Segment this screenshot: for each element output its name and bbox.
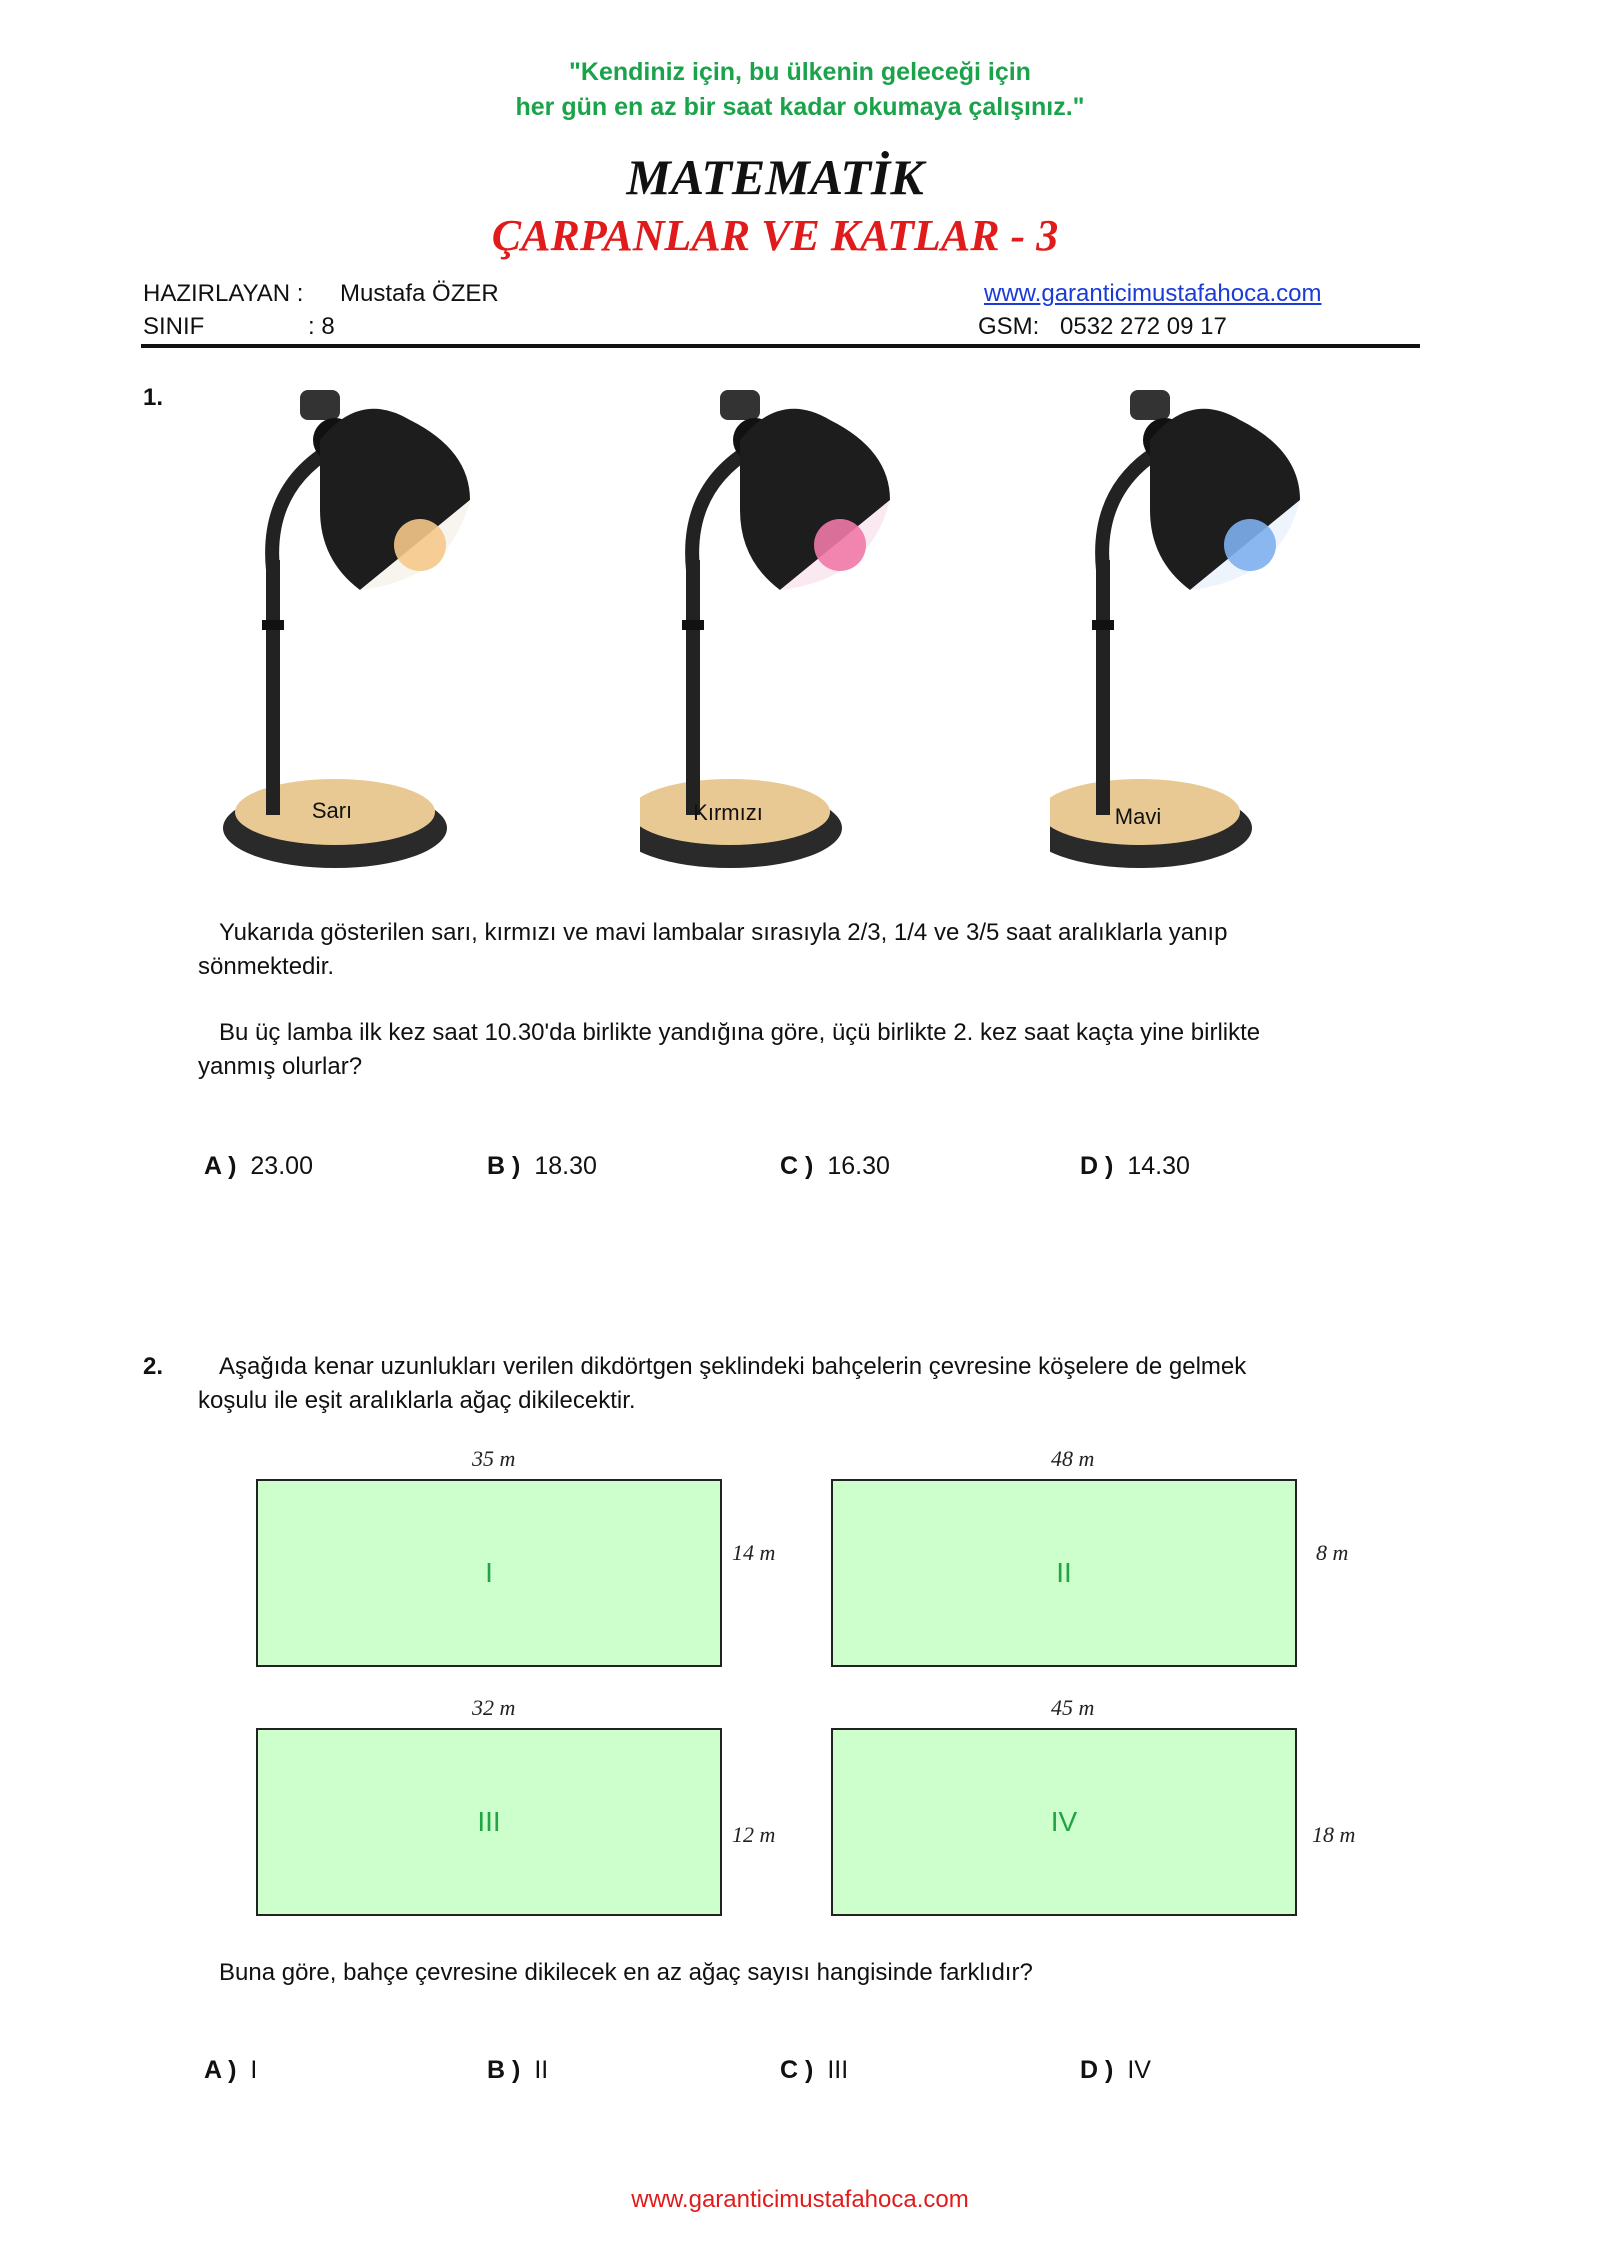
garden-2-label: II (1056, 1557, 1072, 1588)
q2-option-a[interactable] (204, 2056, 257, 2085)
question-1-text-line-3: Bu üç lamba ilk kez saat 10.30'da birlikte yandığına göre, üçü birlikte 2. kez saat kaçta yine birlikte (219, 1019, 1261, 1046)
question-2-prompt: Buna göre, bahçe çevresine dikilecek en az ağaç sayısı hangisinde farklıdır? (219, 1959, 1033, 1986)
garden-1-height: 14 m (732, 1540, 776, 1565)
header-website-link[interactable]: www.garanticimustafahoca.com (984, 280, 1322, 307)
garden-1 (256, 1479, 722, 1667)
q1-option-d-key: D ) (1080, 1152, 1114, 1180)
question-1-text-line-2: sönmektedir. (198, 953, 335, 980)
garden-3-label: III (477, 1806, 501, 1837)
gsm-label: GSM: (978, 313, 1040, 340)
footer-website-link[interactable]: www.garanticimustafahoca.com (631, 2186, 969, 2213)
q1-option-a-key: A ) (204, 1152, 237, 1180)
lamp-red (640, 380, 960, 885)
q2-option-b-value: II (534, 2056, 549, 2084)
garden-3-height: 12 m (732, 1822, 776, 1847)
garden-4-width: 45 m (1051, 1695, 1095, 1720)
lamp-label-kirmizi: Kırmızı (693, 800, 763, 825)
q1-option-a[interactable] (204, 1152, 313, 1181)
q1-option-d-value: 14.30 (1127, 1152, 1190, 1180)
q1-option-c-key: C ) (780, 1152, 814, 1180)
question-2-text-line-1: Aşağıda kenar uzunlukları verilen dikdörtgen şeklindeki bahçelerin çevresine köşelere de gelmek (219, 1353, 1247, 1380)
garden-3-width: 32 m (472, 1695, 516, 1720)
q2-option-b-key: B ) (487, 2056, 521, 2084)
author-label: HAZIRLAYAN : (143, 280, 304, 307)
q1-option-b[interactable] (487, 1152, 597, 1181)
class-label: SINIF (143, 313, 205, 340)
garden-2-width: 48 m (1051, 1446, 1095, 1471)
q2-option-d-value: IV (1127, 2056, 1151, 2084)
lamp-label-sari: Sarı (311, 798, 353, 823)
garden-4 (831, 1728, 1297, 1916)
garden-2-height: 8 m (1316, 1540, 1349, 1565)
lamp-blue (1050, 380, 1370, 885)
question-1-text-line-4: yanmış olurlar? (198, 1053, 363, 1080)
q2-option-d[interactable] (1080, 2056, 1151, 2085)
gsm-value: 0532 272 09 17 (1060, 313, 1227, 340)
blue-bulb (1224, 519, 1276, 571)
q1-option-c[interactable] (780, 1152, 890, 1181)
q2-option-c-key: C ) (780, 2056, 814, 2084)
topic-title: ÇARPANLAR VE KATLAR - 3 (491, 211, 1059, 260)
garden-4-label: IV (1050, 1806, 1078, 1837)
q2-option-a-key: A ) (204, 2056, 237, 2084)
lamp-yellow (220, 380, 540, 885)
q2-option-a-value: I (250, 2056, 258, 2084)
garden-4-height: 18 m (1312, 1822, 1356, 1847)
q2-option-c[interactable] (780, 2056, 848, 2085)
header-divider (141, 344, 1420, 348)
q1-option-a-value: 23.00 (250, 1152, 313, 1180)
red-bulb (814, 519, 866, 571)
yellow-bulb (394, 519, 446, 571)
q2-option-c-value: III (827, 2056, 849, 2084)
q1-option-c-value: 16.30 (827, 1152, 890, 1180)
question-2-text-line-2: koşulu ile eşit aralıklarla ağaç dikilecektir. (198, 1387, 636, 1414)
quote-line-2: her gün en az bir saat kadar okumaya çalışınız." (515, 93, 1085, 121)
garden-1-width: 35 m (472, 1446, 516, 1471)
q1-option-d[interactable] (1080, 1152, 1190, 1181)
garden-1-label: I (485, 1557, 493, 1588)
author-name: Mustafa ÖZER (340, 280, 499, 307)
garden-3 (256, 1728, 722, 1916)
question-1-number: 1. (143, 384, 164, 411)
q2-option-d-key: D ) (1080, 2056, 1114, 2084)
q1-option-b-value: 18.30 (534, 1152, 597, 1180)
lamp-label-mavi: Mavi (1114, 804, 1162, 829)
q1-option-b-key: B ) (487, 1152, 521, 1180)
subject-title: MATEMATİK (626, 149, 924, 205)
class-value: : 8 (308, 313, 335, 340)
question-1-text-line-1: Yukarıda gösterilen sarı, kırmızı ve mavi lambalar sırasıyla 2/3, 1/4 ve 3/5 saat aralıklarla yanıp (219, 919, 1228, 946)
q2-option-b[interactable] (487, 2056, 548, 2085)
quote-line-1: "Kendiniz için, bu ülkenin geleceği için (569, 58, 1031, 86)
question-2-number: 2. (143, 1353, 164, 1380)
garden-2 (831, 1479, 1297, 1667)
